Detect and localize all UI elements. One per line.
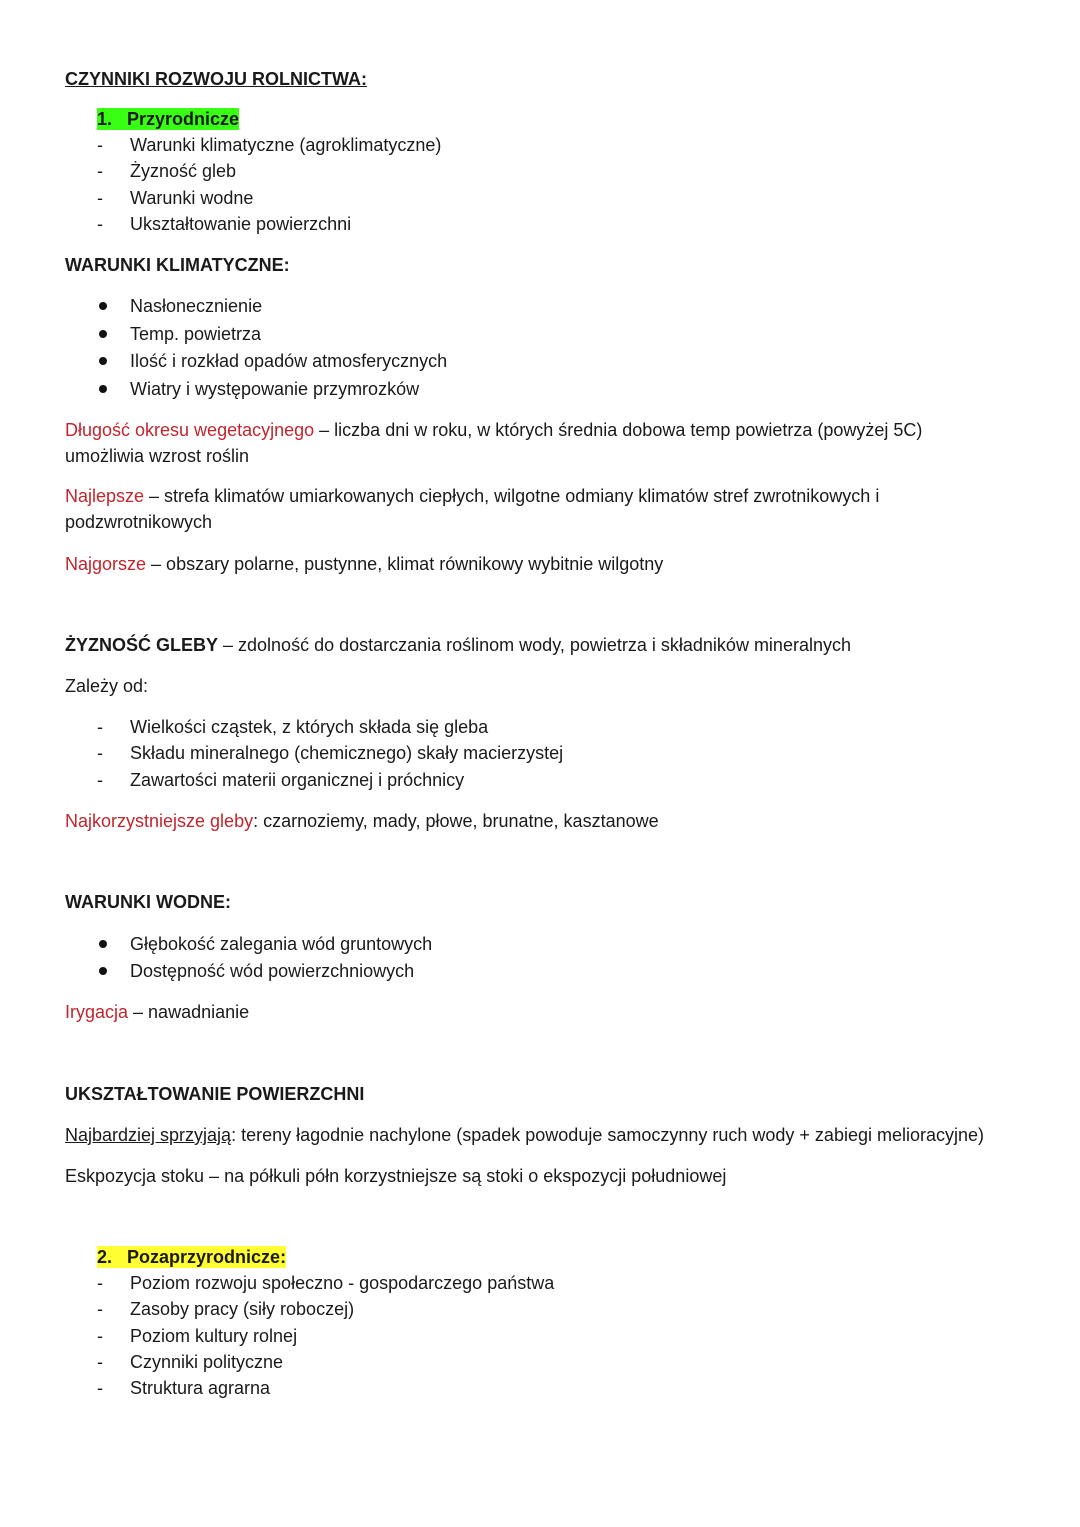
climate-heading: WARUNKI KLIMATYCZNE:	[65, 255, 290, 275]
section-1-label: Przyrodnicze	[127, 109, 240, 129]
water-heading: WARUNKI WODNE:	[65, 892, 231, 912]
depends-label: Zależy od:	[65, 676, 149, 696]
list-item: Nasłonecznienie	[130, 296, 263, 316]
dash-marker: -	[97, 214, 103, 234]
dash-marker: -	[97, 188, 103, 208]
list-item: Czynniki polityczne	[130, 1352, 284, 1372]
dash-marker: -	[97, 1299, 103, 1319]
section-2-heading	[97, 1246, 286, 1268]
term: Długość okresu wegetacyjnego	[65, 420, 315, 440]
section-1-number: 1.	[97, 109, 113, 129]
list-item: Wielkości cząstek, z których składa się gleba	[130, 717, 489, 737]
definition: – zdolność do dostarczania roślinom wody, powietrza i składników mineralnych	[218, 635, 851, 655]
bullet-icon	[99, 940, 107, 948]
definition: – strefa klimatów umiarkowanych ciepłych, wilgotne odmiany klimatów stref zwrotnikowych i podzwrotnikowych	[65, 486, 880, 532]
definition: – liczba dni w roku, w których średnia dobowa temp powietrza (powyżej 5C) umożliwia wzrost roślin	[65, 420, 923, 466]
bullet-icon	[99, 302, 107, 310]
list-item: Składu mineralnego (chemicznego) skały macierzystej	[130, 743, 564, 763]
dash-marker: -	[97, 1378, 103, 1398]
dash-marker: -	[97, 1326, 103, 1346]
list-item: Struktura agrarna	[130, 1378, 271, 1398]
definition: – nawadnianie	[128, 1002, 250, 1022]
irrigation-line	[65, 1001, 249, 1023]
definition: : czarnoziemy, mady, płowe, brunatne, kasztanowe	[253, 811, 659, 831]
list-item: Głębokość zalegania wód gruntowych	[130, 934, 433, 954]
bullet-icon	[99, 357, 107, 365]
dash-marker: -	[97, 743, 103, 763]
list-item: Zawartości materii organicznej i próchnicy	[130, 770, 465, 790]
slope-exposure-line: Eskpozycja stoku – na półkuli półn korzystniejsze są stoki o ekspozycji południowej	[65, 1166, 727, 1186]
best-climate-definition	[65, 483, 965, 535]
dash-marker: -	[97, 1352, 103, 1372]
section-2-label: Pozaprzyrodnicze:	[127, 1247, 287, 1267]
dash-marker: -	[97, 717, 103, 737]
list-item: Poziom kultury rolnej	[130, 1326, 298, 1346]
definition: : tereny łagodnie nachylone (spadek powoduje samoczynny ruch wody + zabiegi melioracyjne)	[231, 1125, 985, 1145]
dash-marker: -	[97, 135, 103, 155]
list-item: Poziom rozwoju społeczno - gospodarczego państwa	[130, 1273, 555, 1293]
best-soils-line	[65, 810, 659, 832]
term: Najlepsze	[65, 486, 145, 506]
section-2-number: 2.	[97, 1247, 113, 1267]
page-title: CZYNNIKI ROZWOJU ROLNICTWA:	[65, 69, 367, 89]
section-1-heading	[97, 108, 239, 130]
term: Najgorsze	[65, 554, 147, 574]
bullet-icon	[99, 967, 107, 975]
relief-heading: UKSZTAŁTOWANIE POWIERZCHNI	[65, 1084, 365, 1104]
list-item: Ilość i rozkład opadów atmosferycznych	[130, 351, 448, 371]
list-item: Warunki wodne	[130, 188, 254, 208]
term: Najbardziej sprzyjają	[65, 1125, 232, 1145]
growing-season-definition	[65, 417, 965, 469]
list-item: Wiatry i występowanie przymrozków	[130, 379, 420, 399]
dash-marker: -	[97, 1273, 103, 1293]
term: Najkorzystniejsze gleby	[65, 811, 254, 831]
list-item: Żyzność gleb	[130, 161, 237, 181]
bullet-icon	[99, 385, 107, 393]
list-item: Dostępność wód powierzchniowych	[130, 961, 415, 981]
dash-marker: -	[97, 161, 103, 181]
list-item: Ukształtowanie powierzchni	[130, 214, 352, 234]
dash-marker: -	[97, 770, 103, 790]
favorable-terrain-line	[65, 1124, 984, 1146]
soil-heading-line	[65, 634, 851, 656]
list-item: Warunki klimatyczne (agroklimatyczne)	[130, 135, 442, 155]
definition: – obszary polarne, pustynne, klimat równikowy wybitnie wilgotny	[146, 554, 664, 574]
soil-heading: ŻYZNOŚĆ GLEBY	[65, 635, 219, 655]
list-item: Zasoby pracy (siły roboczej)	[130, 1299, 355, 1319]
list-item: Temp. powietrza	[130, 324, 262, 344]
term: Irygacja	[65, 1002, 129, 1022]
bullet-icon	[99, 330, 107, 338]
worst-climate-definition	[65, 553, 663, 575]
